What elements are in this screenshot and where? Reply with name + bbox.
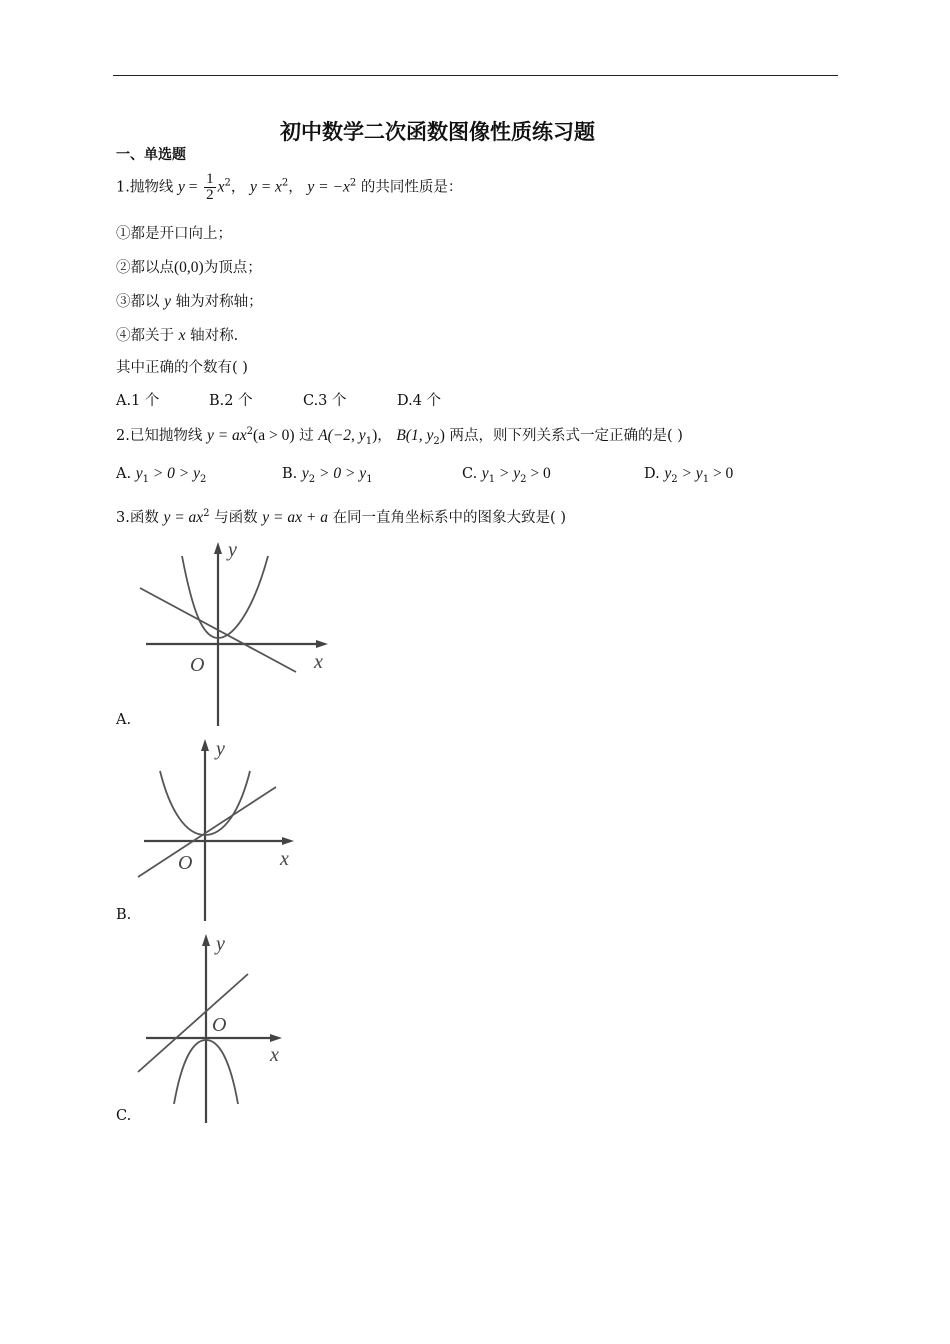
q3-eq2: y = ax + a <box>262 509 328 526</box>
q2-option-c <box>462 465 551 485</box>
q2-point-b-end: ) <box>439 427 445 444</box>
q2-option-a-v2: > 0 > y <box>148 465 201 482</box>
q1-eq1-sup: 2 <box>224 177 231 189</box>
q2-option-d-label: D. <box>644 466 660 482</box>
q1-eq1-x: x <box>217 178 225 196</box>
graph-b-y-arrow <box>201 739 209 751</box>
q2-option-c-s2: 2 <box>520 473 527 485</box>
graph-a-origin: O <box>190 654 205 676</box>
graph-b-y-label: y <box>216 738 225 760</box>
q1-suffix: 的共同性质是： <box>360 179 463 196</box>
graph-b-label: B. <box>116 907 132 923</box>
q3-prefix: 3.函数 <box>116 510 159 526</box>
q1-sep2: ， <box>288 179 303 196</box>
q1-option-c: C.3 个 <box>303 393 347 409</box>
graph-c-origin: O <box>212 1014 227 1036</box>
q2-option-d-s2: 1 <box>702 473 710 485</box>
q1-statement-1: ①都是开口向上； <box>116 226 232 242</box>
q2-option-a <box>116 465 206 485</box>
q2-mid: 过 <box>299 428 314 444</box>
q2-suffix: 两点，则下列关系式一定正确的是( ) <box>449 428 683 444</box>
graph-c-y-label: y <box>216 933 225 955</box>
graph-b-x-arrow <box>282 837 294 845</box>
q1-statement-4 <box>116 324 238 345</box>
q2-option-b <box>282 465 373 485</box>
graph-a <box>130 538 340 728</box>
q2-point-a-end: ) <box>372 427 378 444</box>
q1-s4-b: 轴对称. <box>190 328 239 344</box>
graph-c-y-arrow <box>202 934 210 946</box>
q2-option-b-s1: 2 <box>308 473 316 485</box>
graph-a-y-arrow <box>214 542 222 554</box>
q1-eq3-sup: 2 <box>349 177 357 189</box>
graph-c-x-arrow <box>270 1034 282 1042</box>
graph-b <box>130 735 310 925</box>
q2-option-d-v1: y <box>664 465 672 482</box>
q2-option-b-v1: y <box>301 465 309 482</box>
q2-prefix: 2.已知抛物线 <box>116 428 203 444</box>
q1-s2-a: ②都以点 <box>116 260 174 276</box>
q2-cond: (a > 0) <box>253 427 295 444</box>
q3-eq1: y = ax <box>163 509 204 526</box>
q1-eq2-sup: 2 <box>281 177 289 189</box>
question-1-stem <box>116 172 462 203</box>
q2-option-a-s1: 1 <box>142 473 149 485</box>
q1-option-d: D.4 个 <box>397 393 442 409</box>
q1-option-b: B.2 个 <box>209 393 253 409</box>
graph-c <box>130 930 310 1125</box>
graph-c-line <box>138 974 248 1072</box>
graph-a-y-label: y <box>228 539 237 561</box>
q1-prefix: 1.抛物线 <box>116 179 174 196</box>
q1-eq2: y = x <box>249 178 282 196</box>
q1-statement-2 <box>116 256 262 277</box>
q1-s2-b: 为顶点； <box>203 260 262 276</box>
q1-statement-3 <box>116 290 263 311</box>
q2-option-c-label: C. <box>462 466 478 482</box>
q1-s3-b: 轴为对称轴； <box>175 294 263 310</box>
q2-point-a-sub: 1 <box>365 435 373 447</box>
graph-c-label: C. <box>116 1108 132 1124</box>
q1-s4-m: x <box>178 327 186 344</box>
section-heading: 一、单选题 <box>116 147 186 163</box>
q2-point-a: A(−2, y <box>318 427 366 444</box>
q2-option-c-s1: 1 <box>488 473 496 485</box>
question-2-stem <box>116 424 683 447</box>
q1-eq1-equals: = <box>184 178 198 196</box>
q2-option-b-s2: 1 <box>366 473 373 485</box>
q1-eq1-y: y <box>177 178 185 196</box>
q1-eq3: y = −x <box>307 178 350 196</box>
q2-option-b-v2: > 0 > y <box>315 465 367 482</box>
q3-eq1-sup: 2 <box>203 508 210 520</box>
q3-mid: 与函数 <box>214 510 258 526</box>
q2-option-c-v3: > 0 <box>526 465 551 482</box>
header-rule <box>113 75 838 76</box>
q2-option-a-label: A. <box>116 466 132 482</box>
q1-option-a: A.1 个 <box>116 393 160 409</box>
q2-option-d-v3: > 0 <box>709 465 734 482</box>
q2-option-c-v2: > y <box>495 465 521 482</box>
q1-sep1: ， <box>230 179 246 196</box>
q2-option-a-v1: y <box>135 465 143 482</box>
q2-point-b: B(1, y <box>396 427 434 444</box>
q1-frac-den: 2 <box>206 187 214 203</box>
q2-option-d-s1: 2 <box>671 473 678 485</box>
q2-eq: y = ax <box>206 427 247 444</box>
q2-option-d <box>644 465 733 485</box>
graph-c-x-label: x <box>270 1044 279 1066</box>
q1-s2-m: (0,0) <box>174 259 204 276</box>
graph-b-line <box>138 787 276 877</box>
q1-s3-a: ③都以 <box>116 294 160 310</box>
q3-suffix: 在同一直角坐标系中的图象大致是( ) <box>332 510 566 526</box>
graph-a-x-label: x <box>314 651 323 673</box>
q2-option-a-s2: 2 <box>200 473 207 485</box>
q2-option-c-v1: y <box>481 465 489 482</box>
graph-b-x-label: x <box>280 848 289 870</box>
q2-point-b-sub: 2 <box>433 435 440 447</box>
graph-a-parabola <box>182 556 268 638</box>
q1-fraction <box>204 172 216 203</box>
q1-ask: 其中正确的个数有( ) <box>116 360 248 376</box>
question-3-stem <box>116 506 566 527</box>
q2-option-b-label: B. <box>282 466 298 482</box>
q2-comma: ， <box>377 428 392 444</box>
q1-frac-num: 1 <box>206 171 214 187</box>
q2-option-d-v2: > y <box>677 465 703 482</box>
graph-b-origin: O <box>178 852 193 874</box>
page-title: 初中数学二次函数图像性质练习题 <box>280 120 595 144</box>
q1-s4-a: ④都关于 <box>116 328 174 344</box>
graph-a-x-arrow <box>316 640 328 648</box>
graph-a-label: A. <box>116 712 132 728</box>
q1-s3-m: y <box>164 293 171 310</box>
q2-eq-sup: 2 <box>246 426 254 438</box>
